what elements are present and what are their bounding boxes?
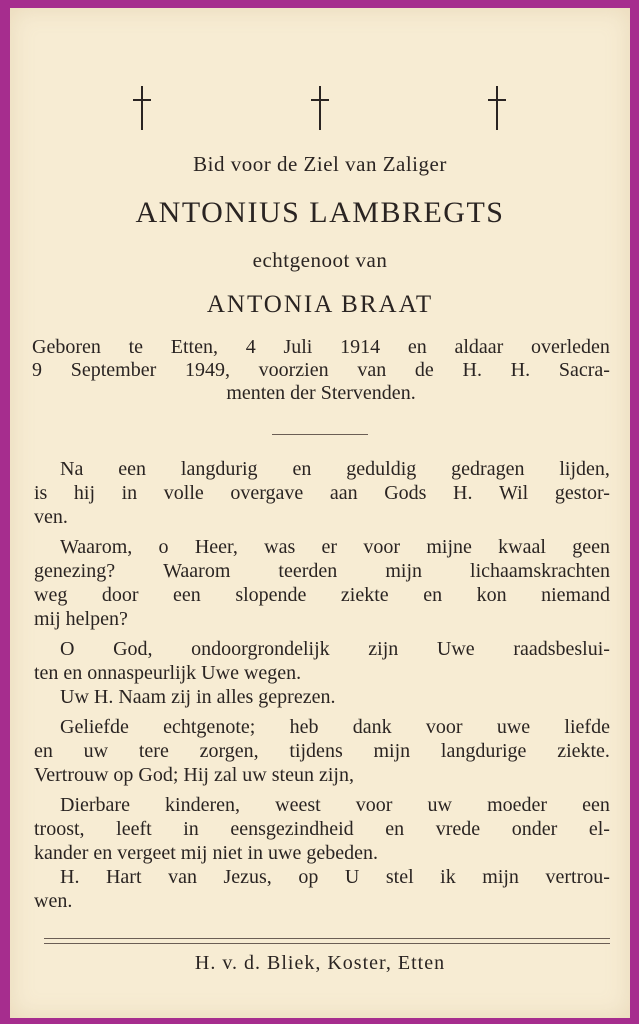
printer-credit: H. v. d. Bliek, Koster, Etten (194, 952, 446, 974)
spouse-name: ANTONIA BRAAT (206, 291, 434, 318)
word: van (168, 866, 197, 888)
crosses (10, 86, 630, 136)
word: stel (385, 866, 414, 888)
word: Jezus, (223, 866, 272, 888)
memorial-text (34, 457, 610, 913)
word: is (34, 482, 48, 504)
word: U (344, 866, 360, 888)
word: Hart (105, 866, 142, 888)
word: een (118, 458, 146, 480)
text-line: Uw H. Naam zij in alles geprezen. (60, 686, 336, 708)
word: voor (425, 716, 463, 738)
birth-line (32, 336, 610, 359)
word: lijden, (559, 458, 610, 480)
word: vrede (435, 818, 481, 840)
word: raadsbeslui- (513, 638, 610, 660)
word: op (298, 866, 319, 888)
word: een (582, 794, 610, 816)
word: Juli (283, 336, 313, 358)
word: uw (427, 794, 452, 816)
word: Waarom, (60, 536, 133, 558)
word: overleden (531, 336, 610, 358)
cross-icon (132, 86, 152, 130)
word: Heer, (194, 536, 238, 558)
word: H. (453, 482, 473, 504)
memorial-card (10, 8, 630, 1018)
text-line (34, 637, 610, 661)
word: September (70, 359, 157, 381)
text-line (34, 715, 610, 739)
text-line (34, 817, 610, 841)
word: geen (572, 536, 610, 558)
text-line: kander en vergeet mij niet in uwe gebeden. (34, 842, 378, 864)
word: el- (588, 818, 610, 840)
word: liefde (564, 716, 610, 738)
text-line (34, 793, 610, 817)
text-line: ven. (34, 506, 68, 528)
word: in (183, 818, 199, 840)
word: aan (329, 482, 358, 504)
word: mijn (385, 560, 422, 582)
word: ziekte (340, 584, 389, 606)
word: uw (83, 740, 109, 762)
word: weest (275, 794, 321, 816)
word: niemand (541, 584, 610, 606)
birth-line: menten der Stervenden. (226, 382, 416, 404)
word: Etten, (170, 336, 218, 358)
word: tijdens (289, 740, 343, 762)
word: 4 (245, 336, 256, 358)
word: zorgen, (199, 740, 259, 762)
word: gestor- (554, 482, 610, 504)
word: in (121, 482, 138, 504)
word: H. (462, 359, 482, 381)
word: voorzien (258, 359, 329, 381)
word: kinderen, (165, 794, 241, 816)
word: voor (355, 794, 393, 816)
text-line (34, 865, 610, 889)
word: 9 (32, 359, 42, 381)
word: overgave (230, 482, 304, 504)
word: slopende (235, 584, 307, 606)
text-line (34, 559, 610, 583)
word: Geliefde (60, 716, 129, 738)
word: onder (511, 818, 558, 840)
cross-icon (310, 86, 330, 130)
word: echtgenote; (163, 716, 256, 738)
word: langdurige (440, 740, 527, 762)
word: en (292, 458, 312, 480)
word: voor (363, 536, 401, 558)
text-line (34, 739, 610, 763)
word: Geboren (32, 336, 101, 358)
text-line: wen. (34, 890, 73, 912)
word: teerden (278, 560, 338, 582)
word: ziekte. (557, 740, 610, 762)
word: Gods (384, 482, 427, 504)
word: H. (60, 866, 80, 888)
text-line (34, 583, 610, 607)
word: te (128, 336, 144, 358)
word: ondoorgrondelijk (191, 638, 330, 660)
word: Sacra- (558, 359, 610, 381)
word: 1949, (184, 359, 230, 381)
word: H. (510, 359, 531, 381)
word: o (158, 536, 169, 558)
word: langdurig (180, 458, 258, 480)
text-line (34, 457, 610, 481)
word: gedragen (451, 458, 525, 480)
word: hij (73, 482, 96, 504)
text-line: mij helpen? (34, 608, 128, 630)
birth-line (32, 359, 610, 382)
word: Waarom (163, 560, 231, 582)
word: mijn (482, 866, 519, 888)
text-line: ten en onnaspeurlijk Uwe wegen. (34, 662, 302, 684)
birth-death-statement (32, 336, 610, 405)
text-line: Vertrouw op God; Hij zal uw steun zijn, (34, 764, 354, 786)
word: en (34, 740, 53, 762)
spouse-label: echtgenoot van (252, 248, 388, 272)
word: O (60, 638, 75, 660)
word: en (407, 336, 427, 358)
word: vertrou- (545, 866, 610, 888)
word: volle (163, 482, 204, 504)
word: Wil (499, 482, 529, 504)
word: heb (289, 716, 319, 738)
intro-text: Bid voor de Ziel van Zaliger (193, 152, 447, 176)
word: Dierbare (60, 794, 130, 816)
deceased-name: ANTONIUS LAMBREGTS (135, 196, 505, 229)
word: 1914 (340, 336, 381, 358)
word: dank (352, 716, 392, 738)
word: God, (113, 638, 153, 660)
word: er (321, 536, 338, 558)
word: en (423, 584, 443, 606)
word: een (173, 584, 201, 606)
word: mijn (373, 740, 411, 762)
word: moeder (487, 794, 548, 816)
word: geduldig (346, 458, 417, 480)
word: Na (60, 458, 84, 480)
word: ik (440, 866, 456, 888)
word: troost, (34, 818, 85, 840)
word: kwaal (498, 536, 546, 558)
word: aldaar (454, 336, 504, 358)
word: was (264, 536, 296, 558)
footer-rule (44, 938, 610, 939)
cross-icon (487, 86, 507, 130)
word: Uwe (436, 638, 475, 660)
word: kon (476, 584, 507, 606)
text-line (34, 481, 610, 505)
word: eensgezindheid (230, 818, 354, 840)
word: van (357, 359, 387, 381)
word: en (385, 818, 405, 840)
word: weg (34, 584, 68, 606)
word: leeft (116, 818, 152, 840)
word: de (414, 359, 434, 381)
word: mijne (426, 536, 472, 558)
word: zijn (368, 638, 399, 660)
footer-rule (44, 943, 610, 944)
divider (272, 434, 368, 435)
word: door (101, 584, 139, 606)
word: lichaamskrachten (470, 560, 610, 582)
word: uwe (496, 716, 531, 738)
word: genezing? (34, 560, 116, 582)
word: tere (138, 740, 169, 762)
text-line (34, 535, 610, 559)
